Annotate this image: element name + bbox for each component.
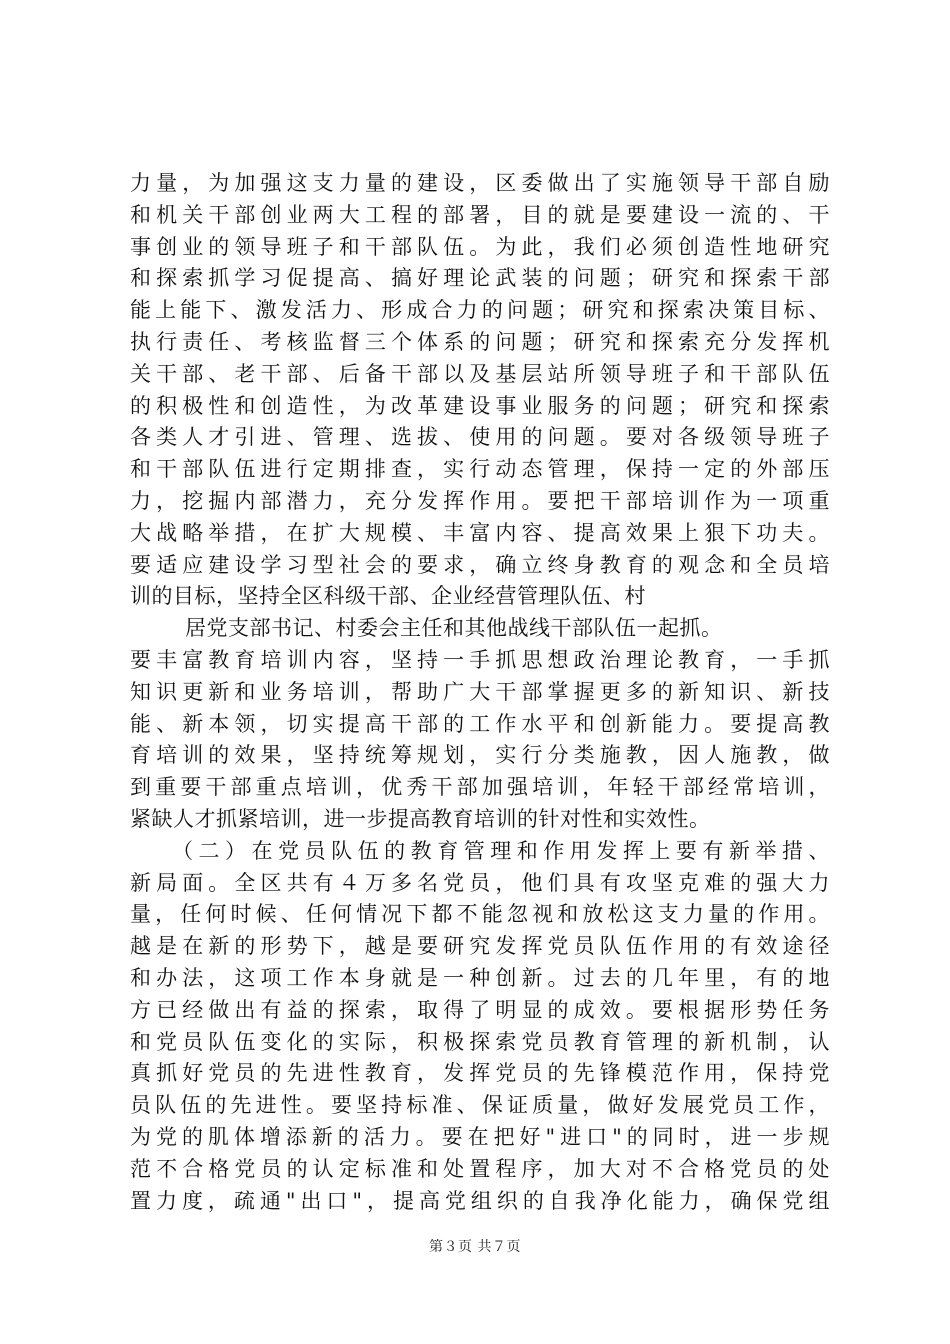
text-line: 力量，为加强这支力量的建设，区委做出了实施领导干部自励 [130,171,830,195]
text-line: 各类人才引进、管理、选拔、使用的问题。要对各级领导班子 [130,425,830,450]
text-line: 的积极性和创造性，为改革建设事业服务的问题；研究和探索 [130,393,830,418]
text-line: 知识更新和业务培训，帮助广大干部掌握更多的新知识、新技 [130,679,830,704]
text-line: 育培训的效果，坚持统筹规划，实行分类施教，因人施教，做 [130,743,830,768]
text-line: 和干部队伍进行定期排查，实行动态管理，保持一定的外部压 [130,457,830,482]
text-line: 能、新本领，切实提高干部的工作水平和创新能力。要提高教 [130,711,830,736]
text-line: 越是在新的形势下，越是要研究发挥党员队伍作用的有效途径 [130,934,830,959]
document-body [130,168,830,1217]
text-line: 关干部、老干部、后备干部以及基层站所领导班子和干部队伍 [130,361,830,386]
text-line: 和办法，这项工作本身就是一种创新。过去的几年里，有的地 [130,965,830,990]
text-line: 新局面。全区共有４万多名党员，他们具有攻坚克难的强大力 [130,870,830,895]
text-line: 和机关干部创业两大工程的部署，目的就是要建设一流的、干 [130,202,830,227]
text-line: 员队伍的先进性。要坚持标准、保证质量，做好发展党员工作， [130,1093,830,1118]
text-line: 置力度，疏通"出口"，提高党组织的自我净化能力，确保党组 [130,1188,830,1213]
text-line: 大战略举措，在扩大规模、丰富内容、提高效果上狠下功夫。 [130,520,830,545]
text-line: 紧缺人才抓紧培训，进一步提高教育培训的针对性和实效性。 [130,806,711,831]
text-line: 为党的肌体增添新的活力。要在把好"进口"的同时，进一步规 [130,1124,830,1149]
paragraph-start-line: 居党支部书记、村委会主任和其他战线干部队伍一起抓。 [185,616,723,641]
text-line: 真抓好党员的先进性教育，发挥党员的先锋模范作用，保持党 [130,1061,830,1086]
text-line: 事创业的领导班子和干部队伍。为此，我们必须创造性地研究 [130,234,830,259]
text-line: 训的目标，坚持全区科级干部、企业经营管理队伍、村 [130,584,646,609]
text-line: 量，任何时候、任何情况下都不能忽视和放松这支力量的作用。 [130,902,830,927]
text-line: 范不合格党员的认定标准和处置程序，加大对不合格党员的处 [130,1156,830,1181]
section-heading-line: （二）在党员队伍的教育管理和作用发挥上要有新举措、 [172,838,830,863]
text-line: 到重要干部重点培训，优秀干部加强培训，年轻干部经常培训， [130,775,830,800]
page-number-footer: 第３页 共７页 [429,1239,521,1255]
text-line: 方已经做出有益的探索，取得了明显的成效。要根据形势任务 [130,997,830,1022]
text-line: 要丰富教育培训内容，坚持一手抓思想政治理论教育，一手抓 [130,647,830,672]
text-line: 执行责任、考核监督三个体系的问题；研究和探索充分发挥机 [130,329,830,354]
text-line: 要适应建设学习型社会的要求，确立终身教育的观念和全员培 [130,552,830,577]
text-line: 和党员队伍变化的实际，积极探索党员教育管理的新机制，认 [130,1029,830,1054]
text-line: 力，挖掘内部潜力，充分发挥作用。要把干部培训作为一项重 [130,488,830,513]
text-line: 和探索抓学习促提高、搞好理论武装的问题；研究和探索干部 [130,266,830,291]
text-line: 能上能下、激发活力、形成合力的问题；研究和探索决策目标、 [130,298,830,323]
